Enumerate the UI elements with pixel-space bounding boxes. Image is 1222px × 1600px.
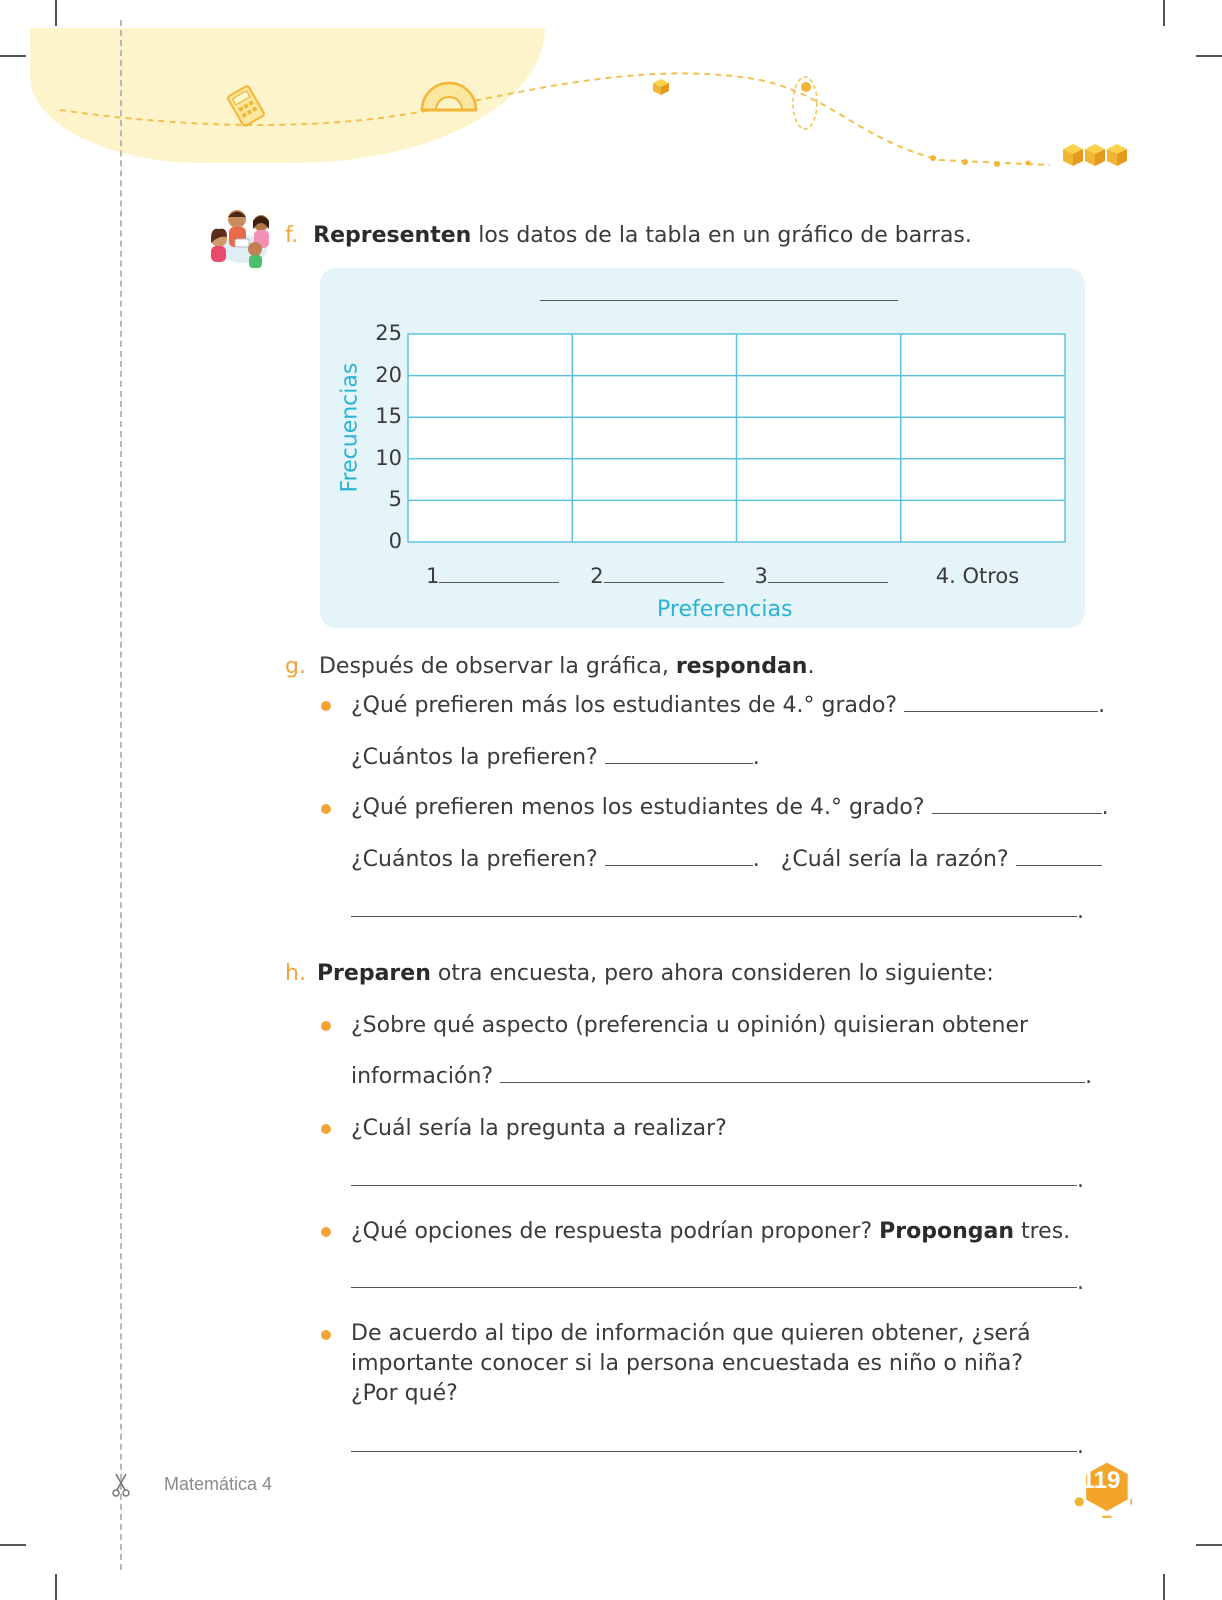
answer-line[interactable] (351, 1451, 1077, 1452)
line-period: . (1077, 1434, 1084, 1459)
question-least-count: ¿Cuántos la prefieren? . ¿Cuál sería la razón? (351, 846, 1102, 874)
page-number: 119 (1081, 1467, 1121, 1494)
line-period: . (1077, 1168, 1084, 1193)
answer-blank[interactable] (904, 711, 1098, 712)
question-most-preferred: ¿Qué prefieren más los estudiantes de 4.° grado? . (351, 693, 1106, 718)
question-gender-cont: importante conocer si la persona encuestada es niño o niña? (351, 1351, 1023, 1376)
section-letter: h. (285, 961, 306, 986)
y-tick-label: 0 (388, 529, 402, 553)
y-tick-label: 15 (375, 404, 402, 429)
book-title: Matemática 4 (164, 1474, 273, 1494)
question-least-preferred: ¿Qué prefieren menos los estudiantes de 4.° grado? . (351, 795, 1109, 820)
section-g-intro (285, 653, 814, 681)
instruction-text: los datos de la tabla en un gráfico de barras. (471, 223, 972, 248)
bullet (321, 701, 331, 711)
intro-verb: Preparen (316, 961, 431, 986)
bullet (321, 1227, 331, 1237)
category-number: 3 (754, 564, 768, 588)
x-category-label (936, 564, 1019, 588)
category-name-blank[interactable] (604, 582, 724, 583)
category-name-blank[interactable] (768, 582, 888, 583)
instruction-verb: Representen (313, 223, 472, 248)
y-axis-title: Frecuencias (337, 362, 363, 493)
x-category-label (755, 564, 888, 588)
question-aspect-cont: información? . (351, 1064, 1093, 1089)
answer-line[interactable] (351, 1185, 1077, 1186)
y-tick-label: 5 (388, 487, 402, 512)
answer-line[interactable] (351, 1287, 1077, 1288)
answer-blank[interactable] (500, 1082, 1085, 1083)
x-category-label (590, 564, 723, 588)
question-options: ¿Qué opciones de respuesta podrían proponer? Propongan tres. (351, 1219, 1071, 1244)
answer-blank[interactable] (932, 813, 1102, 814)
y-tick-label: 10 (375, 445, 402, 470)
answer-blank[interactable] (605, 865, 753, 866)
y-tick-label: 20 (375, 362, 402, 387)
x-axis-title: Preferencias (657, 597, 793, 622)
scissors-icon (112, 1472, 130, 1498)
category-number: 2 (590, 564, 604, 588)
bullet (321, 1124, 331, 1134)
intro-end: . (807, 654, 815, 679)
question-survey-question: ¿Cuál sería la pregunta a realizar? (351, 1116, 727, 1141)
line-period: . (1077, 1270, 1084, 1295)
intro-text: otra encuesta, pero ahora consideren lo siguiente: (430, 961, 994, 986)
section-h-intro (285, 960, 994, 988)
question-aspect: ¿Sobre qué aspecto (preferencia u opinión) quisieran obtener (351, 1013, 1029, 1038)
bullet (321, 804, 331, 814)
question-most-count: ¿Cuántos la prefieren? . (351, 745, 760, 770)
crop-mark (0, 1544, 26, 1546)
question-why: ¿Por qué? (351, 1381, 458, 1406)
question-gender: De acuerdo al tipo de información que quieren obtener, ¿será (351, 1321, 1031, 1346)
crop-mark (1196, 1544, 1222, 1546)
line-period: . (1077, 899, 1084, 924)
category-number: 4. Otros (935, 564, 1020, 588)
bar-chart-grid[interactable] (0, 0, 1222, 640)
category-number: 1 (426, 564, 440, 588)
answer-line[interactable] (351, 916, 1077, 917)
category-name-blank[interactable] (439, 582, 559, 583)
answer-blank[interactable] (1016, 865, 1102, 866)
bullet (321, 1330, 331, 1340)
crop-mark (55, 1574, 57, 1600)
answer-blank[interactable] (605, 763, 753, 764)
bullet (321, 1021, 331, 1031)
intro-text: Después de observar la gráfica, (318, 654, 676, 679)
intro-verb: respondan (675, 654, 808, 679)
section-letter: g. (285, 654, 306, 679)
section-letter: f. (285, 223, 299, 248)
crop-mark (1163, 1574, 1165, 1600)
x-category-label (426, 564, 559, 588)
y-tick-label: 25 (375, 321, 402, 345)
